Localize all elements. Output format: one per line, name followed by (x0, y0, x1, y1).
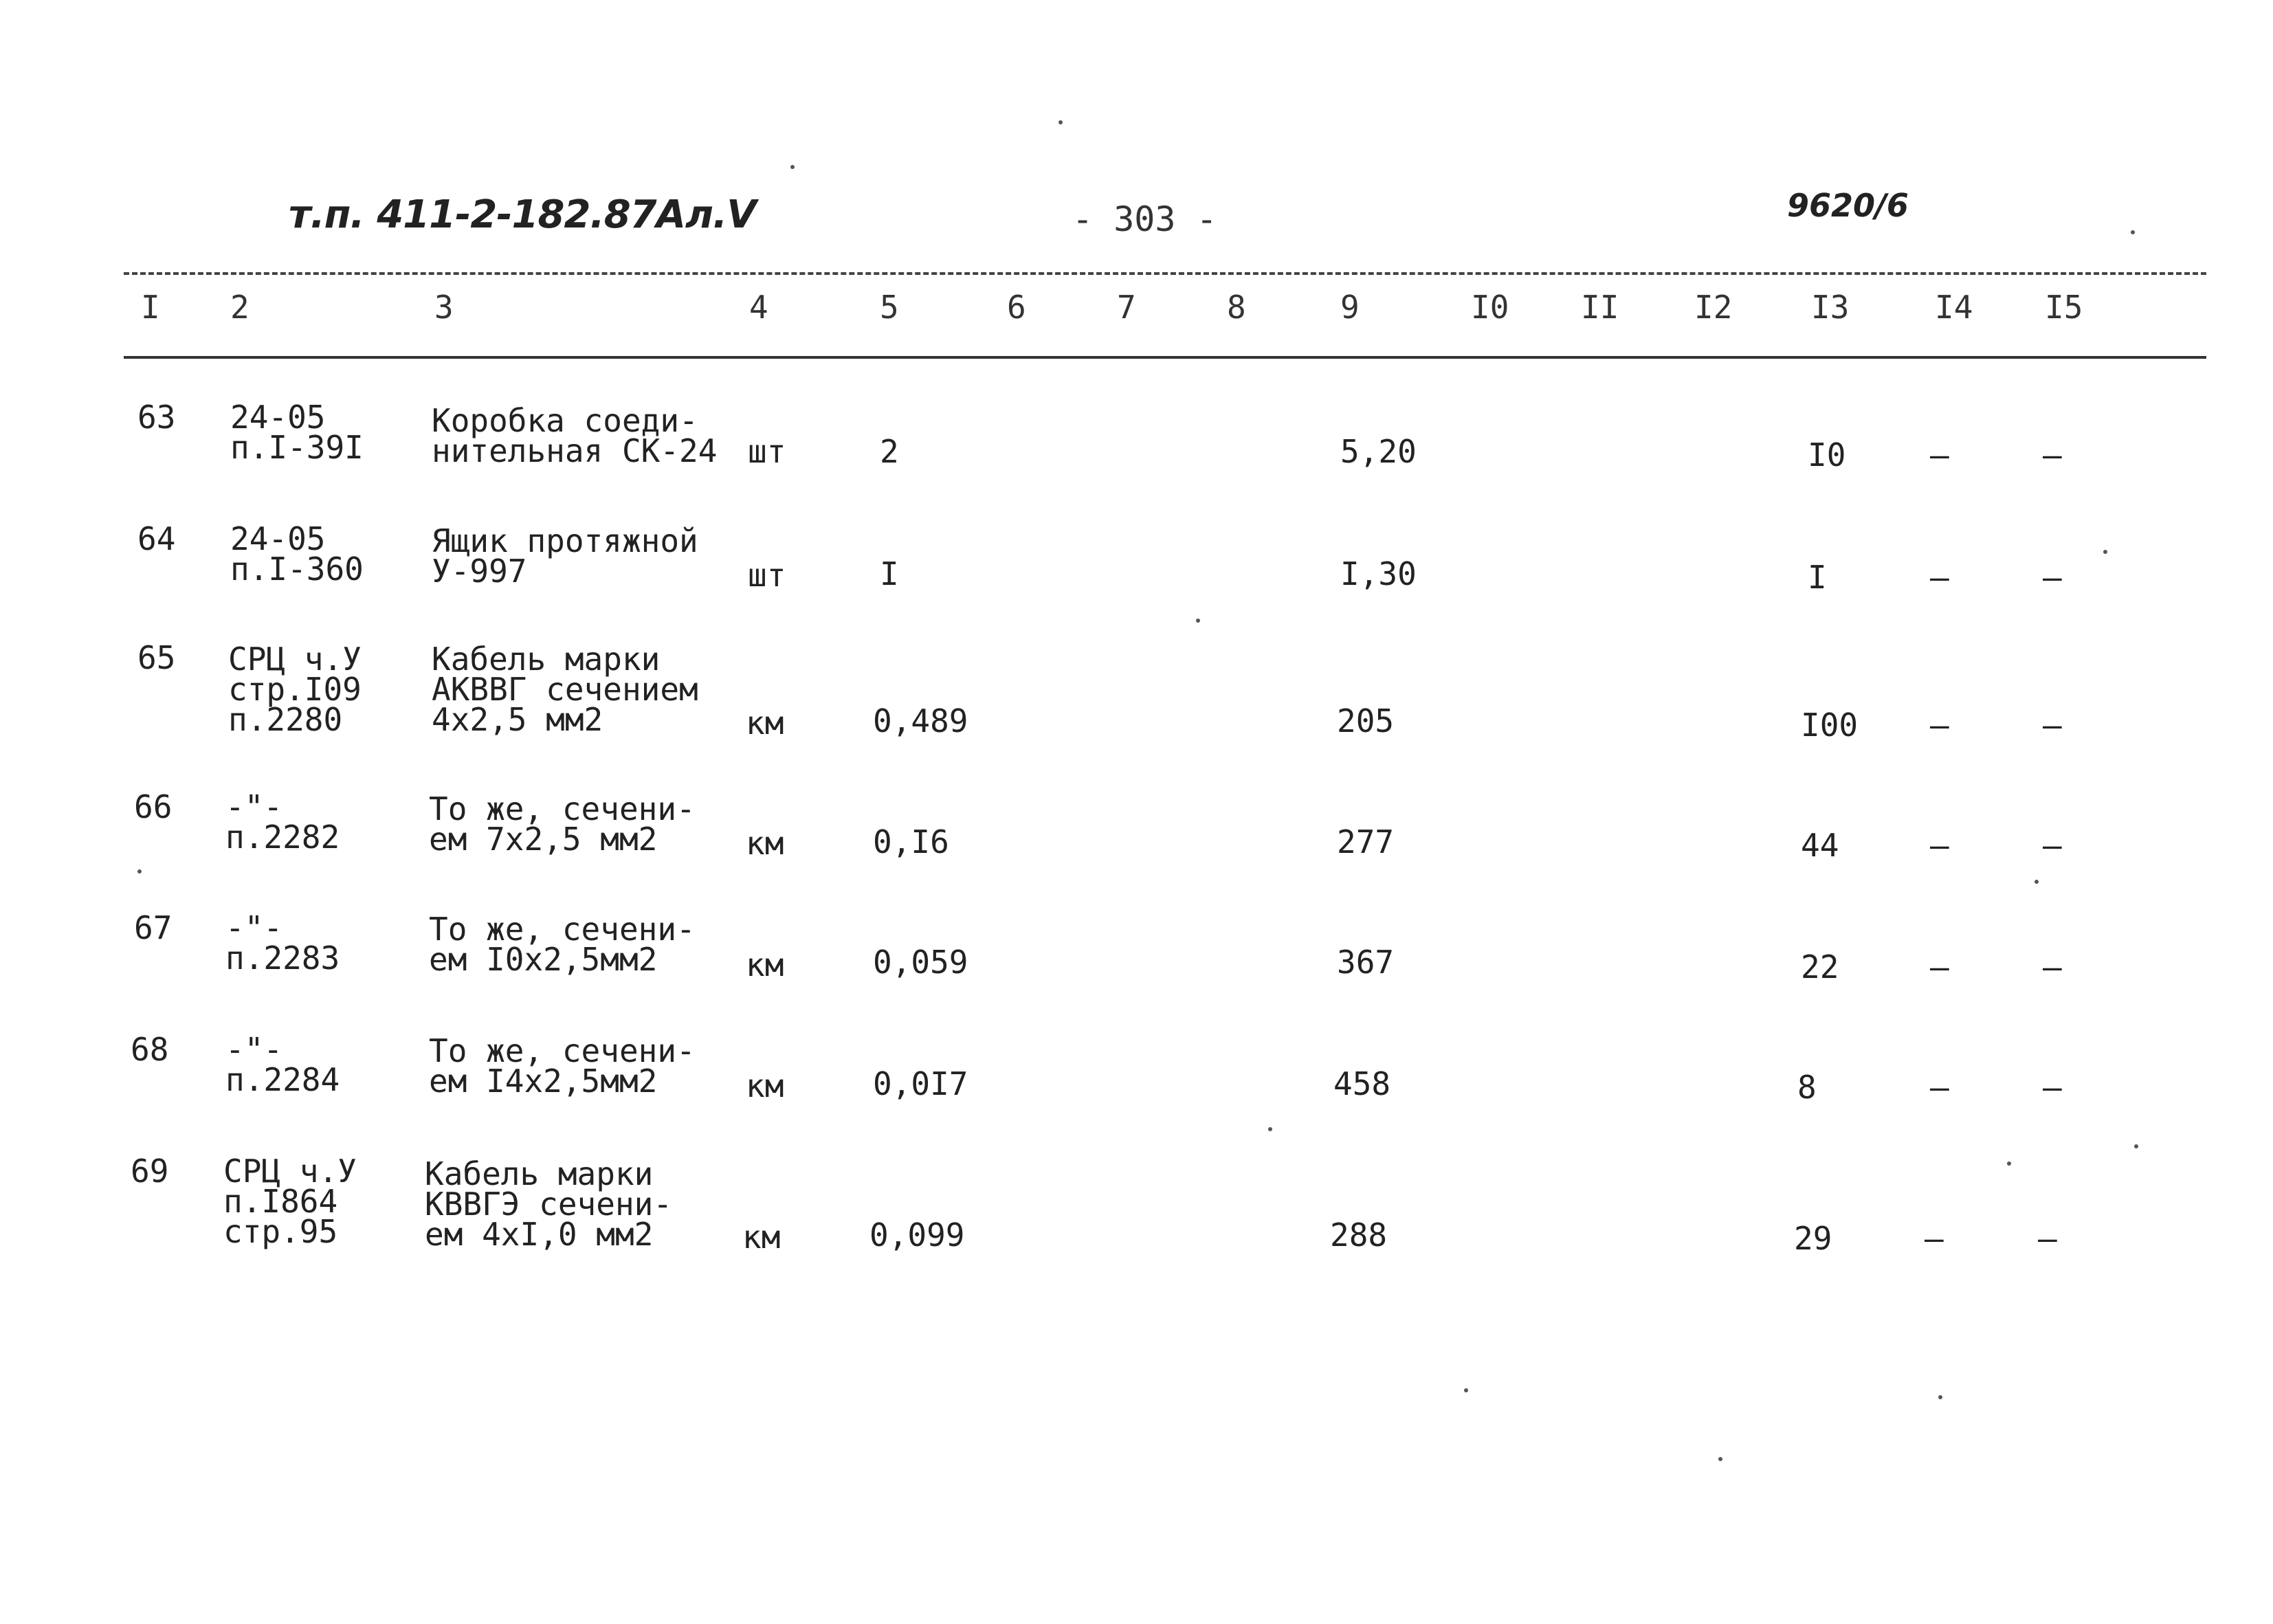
scan-speck (2103, 550, 2107, 554)
sheet-code: 9620/6 (1787, 187, 1909, 224)
column-header-9: 9 (1340, 289, 1360, 326)
row-number: 64 (137, 520, 176, 557)
unit: км (746, 946, 784, 983)
col-15-value: – (2043, 707, 2062, 744)
scan-speck (137, 869, 142, 874)
column-header-6: 6 (1007, 289, 1026, 326)
col-15-value: – (2043, 1069, 2062, 1106)
col-14-value: – (1930, 1069, 1949, 1106)
unit: км (742, 1219, 781, 1256)
col-14-value: – (1930, 827, 1949, 864)
item-name: То же, сечени- ем 7x2,5 мм2 (429, 790, 696, 858)
column-header-12: I2 (1694, 289, 1733, 326)
source-ref: -"- п.2283 (225, 909, 340, 977)
quantity: 0,489 (873, 702, 968, 739)
col-15-value: – (2043, 436, 2062, 474)
scan-speck (1938, 1395, 1942, 1399)
quantity: 2 (880, 433, 899, 470)
scan-speck (790, 165, 795, 169)
column-header-15: I5 (2045, 289, 2083, 326)
item-name: Ящик протяжной У-997 (432, 522, 698, 590)
col-15-value: – (2038, 1220, 2057, 1257)
unit: км (746, 825, 784, 862)
column-header-4: 4 (749, 289, 768, 326)
quantity: 0,I6 (873, 823, 949, 860)
col-9-value: 277 (1337, 823, 1395, 860)
col-13-value: 8 (1797, 1069, 1817, 1106)
source-ref: -"- п.2284 (225, 1031, 340, 1098)
row-number: 68 (131, 1031, 169, 1068)
col-14-value: – (1930, 707, 1949, 744)
col-9-value: 367 (1337, 944, 1395, 981)
item-name: То же, сечени- ем I0x2,5мм2 (429, 911, 696, 978)
unit: шт (748, 433, 786, 470)
col-13-value: I (1808, 559, 1827, 596)
item-name: То же, сечени- ем I4x2,5мм2 (429, 1032, 696, 1100)
item-name: Коробка соеди- нительная СК-24 (432, 402, 718, 469)
source-ref: -"- п.2282 (225, 788, 340, 856)
item-name: Кабель марки АКВВГ сечением 4x2,5 мм2 (432, 641, 698, 738)
col-13-value: I00 (1801, 707, 1859, 744)
column-header-13: I3 (1811, 289, 1850, 326)
col-13-value: 29 (1794, 1220, 1832, 1257)
item-name: Кабель марки КВВГЭ сечени- ем 4xI,0 мм2 (425, 1155, 673, 1253)
column-header-7: 7 (1117, 289, 1136, 326)
col-9-value: 458 (1333, 1065, 1391, 1102)
scan-speck (2034, 880, 2039, 884)
row-number: 67 (134, 909, 173, 946)
source-ref: СРЦ ч.У п.I864 стр.95 (223, 1153, 357, 1250)
col-15-value: – (2043, 827, 2062, 864)
scan-speck (2131, 230, 2135, 234)
column-header-2: 2 (230, 289, 250, 326)
col-14-value: – (1925, 1220, 1944, 1257)
unit: шт (748, 557, 786, 594)
source-ref: СРЦ ч.У стр.I09 п.2280 (228, 641, 362, 738)
col-9-value: 288 (1330, 1216, 1388, 1254)
table-header-rule (124, 356, 2206, 359)
column-header-10: I0 (1471, 289, 1509, 326)
quantity: I (880, 555, 899, 592)
unit: км (746, 704, 784, 742)
scan-speck (2134, 1144, 2138, 1148)
scan-speck (2007, 1161, 2011, 1166)
col-13-value: I0 (1808, 436, 1846, 474)
source-ref: 24-05 п.I-360 (230, 520, 364, 588)
table-top-rule (124, 272, 2206, 275)
row-number: 63 (137, 399, 176, 436)
column-header-1: I (141, 289, 160, 326)
source-ref: 24-05 п.I-39I (230, 399, 364, 466)
column-header-14: I4 (1935, 289, 1973, 326)
quantity: 0,059 (873, 944, 968, 981)
column-header-5: 5 (880, 289, 899, 326)
row-number: 69 (131, 1153, 169, 1190)
col-15-value: – (2043, 948, 2062, 986)
col-15-value: – (2043, 559, 2062, 596)
row-number: 65 (137, 639, 176, 676)
col-9-value: 5,20 (1340, 433, 1417, 470)
unit: км (746, 1067, 784, 1104)
scan-speck (1058, 120, 1063, 124)
scan-speck (1196, 619, 1200, 623)
column-header-3: 3 (434, 289, 454, 326)
column-header-11: II (1581, 289, 1619, 326)
column-header-8: 8 (1227, 289, 1246, 326)
scan-speck (1464, 1388, 1468, 1392)
col-14-value: – (1930, 559, 1949, 596)
col-9-value: 205 (1337, 702, 1395, 739)
row-number: 66 (134, 788, 173, 825)
col-14-value: – (1930, 436, 1949, 474)
scan-speck (1718, 1457, 1722, 1461)
quantity: 0,099 (869, 1216, 965, 1254)
col-13-value: 22 (1801, 948, 1839, 986)
col-14-value: – (1930, 948, 1949, 986)
document-code: т.п. 411-2-182.87Ал.V (289, 192, 756, 237)
page-number: - 303 - (1072, 199, 1217, 239)
col-9-value: I,30 (1340, 555, 1417, 592)
quantity: 0,0I7 (873, 1065, 968, 1102)
col-13-value: 44 (1801, 827, 1839, 864)
scan-speck (1268, 1127, 1272, 1131)
